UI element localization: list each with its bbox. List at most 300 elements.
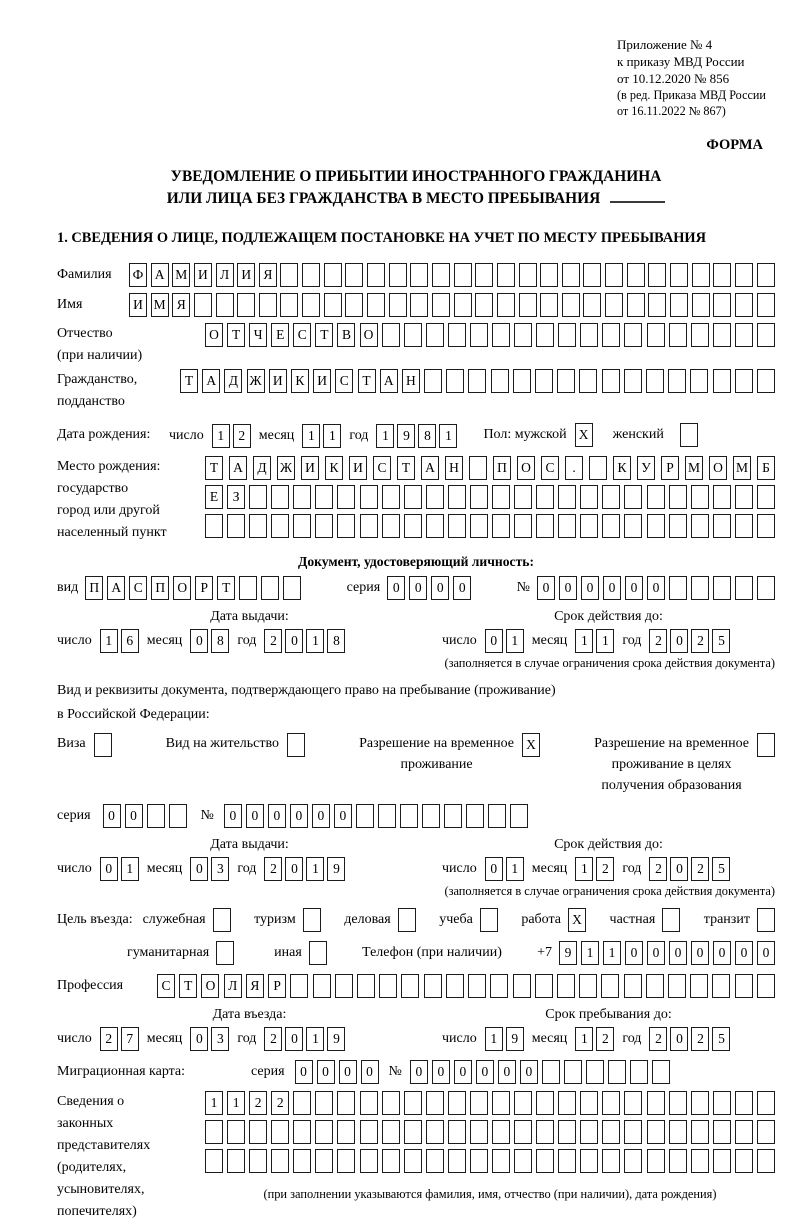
char-cell[interactable]: П bbox=[151, 576, 169, 600]
char-cell[interactable]: И bbox=[349, 456, 367, 480]
char-cell[interactable] bbox=[536, 485, 554, 509]
char-cell[interactable] bbox=[422, 804, 440, 828]
char-cell[interactable] bbox=[691, 1120, 709, 1144]
char-cell[interactable] bbox=[454, 263, 472, 287]
char-cell[interactable] bbox=[239, 576, 257, 600]
char-cell[interactable] bbox=[293, 485, 311, 509]
char-cell[interactable] bbox=[432, 293, 450, 317]
char-cell[interactable]: 0 bbox=[647, 576, 665, 600]
char-cell[interactable]: К bbox=[291, 369, 309, 393]
char-cell[interactable] bbox=[404, 1149, 422, 1173]
char-cell[interactable]: С bbox=[129, 576, 147, 600]
char-cell[interactable] bbox=[583, 263, 601, 287]
char-cell[interactable]: О bbox=[201, 974, 219, 998]
char-cell[interactable] bbox=[360, 514, 378, 538]
month-cell[interactable]: 0 bbox=[190, 629, 208, 653]
char-cell[interactable] bbox=[713, 485, 731, 509]
char-cell[interactable] bbox=[337, 1149, 355, 1173]
char-cell[interactable] bbox=[205, 1120, 223, 1144]
char-cell[interactable]: А bbox=[151, 263, 169, 287]
char-cell[interactable] bbox=[669, 323, 687, 347]
char-cell[interactable] bbox=[536, 1149, 554, 1173]
char-cell[interactable] bbox=[692, 293, 710, 317]
year-cell[interactable]: 9 bbox=[327, 857, 345, 881]
day-cell[interactable]: 1 bbox=[485, 1027, 503, 1051]
day-cell[interactable]: 6 bbox=[121, 629, 139, 653]
purpose-checkbox[interactable] bbox=[213, 908, 231, 932]
char-cell[interactable]: 0 bbox=[647, 941, 665, 965]
char-cell[interactable]: 0 bbox=[103, 804, 121, 828]
char-cell[interactable] bbox=[497, 293, 515, 317]
purpose-checkbox[interactable] bbox=[309, 941, 327, 965]
char-cell[interactable] bbox=[382, 485, 400, 509]
char-cell[interactable] bbox=[735, 1120, 753, 1144]
char-cell[interactable] bbox=[735, 576, 753, 600]
month-cell[interactable]: 0 bbox=[190, 857, 208, 881]
char-cell[interactable]: М bbox=[733, 456, 751, 480]
char-cell[interactable]: 0 bbox=[432, 1060, 450, 1084]
year-cell[interactable]: 5 bbox=[712, 1027, 730, 1051]
day-cell[interactable]: 0 bbox=[100, 857, 118, 881]
char-cell[interactable] bbox=[535, 974, 553, 998]
char-cell[interactable] bbox=[536, 1120, 554, 1144]
char-cell[interactable] bbox=[382, 323, 400, 347]
char-cell[interactable] bbox=[624, 1120, 642, 1144]
char-cell[interactable] bbox=[448, 323, 466, 347]
char-cell[interactable] bbox=[280, 263, 298, 287]
char-cell[interactable] bbox=[564, 1060, 582, 1084]
char-cell[interactable]: 0 bbox=[476, 1060, 494, 1084]
char-cell[interactable] bbox=[448, 485, 466, 509]
char-cell[interactable] bbox=[668, 974, 686, 998]
year-cell[interactable]: 1 bbox=[306, 857, 324, 881]
char-cell[interactable]: Т bbox=[179, 974, 197, 998]
char-cell[interactable] bbox=[382, 1120, 400, 1144]
char-cell[interactable] bbox=[283, 576, 301, 600]
year-cell[interactable]: 0 bbox=[670, 857, 688, 881]
char-cell[interactable] bbox=[691, 323, 709, 347]
char-cell[interactable] bbox=[586, 1060, 604, 1084]
char-cell[interactable] bbox=[470, 514, 488, 538]
char-cell[interactable] bbox=[492, 1091, 510, 1115]
char-cell[interactable] bbox=[227, 514, 245, 538]
char-cell[interactable] bbox=[605, 293, 623, 317]
char-cell[interactable]: И bbox=[301, 456, 319, 480]
char-cell[interactable]: Н bbox=[445, 456, 463, 480]
char-cell[interactable] bbox=[404, 485, 422, 509]
day-cell[interactable]: 9 bbox=[506, 1027, 524, 1051]
year-cell[interactable]: 8 bbox=[327, 629, 345, 653]
char-cell[interactable] bbox=[627, 263, 645, 287]
char-cell[interactable] bbox=[216, 293, 234, 317]
char-cell[interactable] bbox=[713, 1091, 731, 1115]
char-cell[interactable] bbox=[558, 485, 576, 509]
year-cell[interactable]: 2 bbox=[264, 629, 282, 653]
char-cell[interactable] bbox=[735, 485, 753, 509]
char-cell[interactable] bbox=[470, 1149, 488, 1173]
char-cell[interactable] bbox=[470, 485, 488, 509]
char-cell[interactable]: О bbox=[517, 456, 535, 480]
char-cell[interactable] bbox=[470, 1091, 488, 1115]
char-cell[interactable] bbox=[691, 514, 709, 538]
char-cell[interactable]: 0 bbox=[334, 804, 352, 828]
purpose-checkbox[interactable]: X bbox=[568, 908, 586, 932]
char-cell[interactable] bbox=[237, 293, 255, 317]
char-cell[interactable]: Д bbox=[253, 456, 271, 480]
char-cell[interactable] bbox=[602, 369, 620, 393]
char-cell[interactable] bbox=[540, 293, 558, 317]
year-cell[interactable]: 9 bbox=[397, 424, 415, 448]
char-cell[interactable] bbox=[757, 323, 775, 347]
char-cell[interactable] bbox=[558, 1091, 576, 1115]
char-cell[interactable]: Н bbox=[402, 369, 420, 393]
char-cell[interactable]: 0 bbox=[691, 941, 709, 965]
char-cell[interactable] bbox=[345, 263, 363, 287]
char-cell[interactable] bbox=[315, 1120, 333, 1144]
checkbox-cell[interactable] bbox=[680, 423, 698, 447]
char-cell[interactable] bbox=[475, 263, 493, 287]
char-cell[interactable] bbox=[382, 1091, 400, 1115]
char-cell[interactable] bbox=[580, 323, 598, 347]
char-cell[interactable] bbox=[519, 293, 537, 317]
purpose-checkbox[interactable] bbox=[398, 908, 416, 932]
char-cell[interactable]: Ф bbox=[129, 263, 147, 287]
char-cell[interactable] bbox=[249, 1120, 267, 1144]
char-cell[interactable] bbox=[557, 974, 575, 998]
char-cell[interactable] bbox=[712, 974, 730, 998]
char-cell[interactable] bbox=[432, 263, 450, 287]
char-cell[interactable]: Я bbox=[246, 974, 264, 998]
char-cell[interactable] bbox=[580, 1091, 598, 1115]
char-cell[interactable] bbox=[757, 263, 775, 287]
year-cell[interactable]: 1 bbox=[306, 1027, 324, 1051]
char-cell[interactable] bbox=[757, 1149, 775, 1173]
char-cell[interactable]: Е bbox=[271, 323, 289, 347]
char-cell[interactable] bbox=[514, 1149, 532, 1173]
char-cell[interactable] bbox=[602, 1149, 620, 1173]
char-cell[interactable] bbox=[557, 369, 575, 393]
char-cell[interactable] bbox=[315, 514, 333, 538]
char-cell[interactable] bbox=[446, 369, 464, 393]
year-cell[interactable]: 0 bbox=[670, 629, 688, 653]
char-cell[interactable] bbox=[400, 804, 418, 828]
char-cell[interactable]: Т bbox=[358, 369, 376, 393]
char-cell[interactable] bbox=[249, 514, 267, 538]
char-cell[interactable] bbox=[670, 293, 688, 317]
char-cell[interactable] bbox=[389, 293, 407, 317]
char-cell[interactable]: З bbox=[227, 485, 245, 509]
char-cell[interactable] bbox=[647, 1120, 665, 1144]
char-cell[interactable] bbox=[360, 1120, 378, 1144]
day-cell[interactable]: 0 bbox=[485, 857, 503, 881]
char-cell[interactable] bbox=[424, 369, 442, 393]
char-cell[interactable] bbox=[367, 263, 385, 287]
char-cell[interactable] bbox=[669, 485, 687, 509]
char-cell[interactable] bbox=[735, 1091, 753, 1115]
char-cell[interactable]: 2 bbox=[271, 1091, 289, 1115]
char-cell[interactable] bbox=[735, 293, 753, 317]
char-cell[interactable]: 2 bbox=[249, 1091, 267, 1115]
char-cell[interactable] bbox=[602, 485, 620, 509]
char-cell[interactable] bbox=[735, 1149, 753, 1173]
char-cell[interactable] bbox=[648, 293, 666, 317]
char-cell[interactable] bbox=[315, 485, 333, 509]
char-cell[interactable] bbox=[426, 514, 444, 538]
char-cell[interactable] bbox=[735, 263, 753, 287]
char-cell[interactable]: 0 bbox=[453, 576, 471, 600]
month-cell[interactable]: 1 bbox=[575, 629, 593, 653]
char-cell[interactable] bbox=[562, 263, 580, 287]
char-cell[interactable] bbox=[583, 293, 601, 317]
char-cell[interactable] bbox=[492, 323, 510, 347]
char-cell[interactable] bbox=[324, 293, 342, 317]
char-cell[interactable] bbox=[293, 514, 311, 538]
char-cell[interactable] bbox=[579, 369, 597, 393]
char-cell[interactable] bbox=[536, 514, 554, 538]
month-cell[interactable]: 8 bbox=[211, 629, 229, 653]
month-cell[interactable]: 3 bbox=[211, 857, 229, 881]
char-cell[interactable] bbox=[382, 514, 400, 538]
char-cell[interactable] bbox=[589, 456, 607, 480]
char-cell[interactable]: Ж bbox=[277, 456, 295, 480]
char-cell[interactable] bbox=[624, 485, 642, 509]
char-cell[interactable] bbox=[668, 369, 686, 393]
char-cell[interactable] bbox=[378, 804, 396, 828]
checkbox-cell[interactable] bbox=[287, 733, 305, 757]
char-cell[interactable]: Т bbox=[205, 456, 223, 480]
char-cell[interactable]: 0 bbox=[498, 1060, 516, 1084]
char-cell[interactable] bbox=[259, 293, 277, 317]
char-cell[interactable] bbox=[490, 974, 508, 998]
char-cell[interactable] bbox=[313, 974, 331, 998]
char-cell[interactable] bbox=[227, 1149, 245, 1173]
char-cell[interactable] bbox=[624, 323, 642, 347]
char-cell[interactable]: А bbox=[421, 456, 439, 480]
char-cell[interactable] bbox=[360, 1149, 378, 1173]
char-cell[interactable]: 0 bbox=[125, 804, 143, 828]
char-cell[interactable] bbox=[337, 485, 355, 509]
char-cell[interactable]: 0 bbox=[317, 1060, 335, 1084]
char-cell[interactable] bbox=[426, 1149, 444, 1173]
char-cell[interactable] bbox=[492, 514, 510, 538]
char-cell[interactable] bbox=[580, 514, 598, 538]
year-cell[interactable]: 2 bbox=[691, 629, 709, 653]
char-cell[interactable]: Я bbox=[259, 263, 277, 287]
month-cell[interactable]: 1 bbox=[575, 857, 593, 881]
char-cell[interactable]: Т bbox=[397, 456, 415, 480]
char-cell[interactable]: М bbox=[151, 293, 169, 317]
char-cell[interactable] bbox=[669, 514, 687, 538]
char-cell[interactable]: 0 bbox=[454, 1060, 472, 1084]
year-cell[interactable]: 2 bbox=[691, 857, 709, 881]
char-cell[interactable]: С bbox=[157, 974, 175, 998]
char-cell[interactable]: 0 bbox=[224, 804, 242, 828]
char-cell[interactable] bbox=[147, 804, 165, 828]
char-cell[interactable]: 0 bbox=[559, 576, 577, 600]
year-cell[interactable]: 5 bbox=[712, 857, 730, 881]
char-cell[interactable]: Т bbox=[180, 369, 198, 393]
checkbox-cell[interactable] bbox=[757, 733, 775, 757]
char-cell[interactable] bbox=[757, 974, 775, 998]
char-cell[interactable] bbox=[444, 804, 462, 828]
char-cell[interactable] bbox=[468, 974, 486, 998]
month-cell[interactable]: 3 bbox=[211, 1027, 229, 1051]
char-cell[interactable] bbox=[324, 263, 342, 287]
day-cell[interactable]: 1 bbox=[121, 857, 139, 881]
char-cell[interactable] bbox=[536, 323, 554, 347]
char-cell[interactable] bbox=[647, 323, 665, 347]
char-cell[interactable] bbox=[448, 514, 466, 538]
char-cell[interactable] bbox=[426, 1091, 444, 1115]
char-cell[interactable] bbox=[691, 1091, 709, 1115]
char-cell[interactable]: 0 bbox=[431, 576, 449, 600]
char-cell[interactable] bbox=[169, 804, 187, 828]
char-cell[interactable] bbox=[360, 1091, 378, 1115]
char-cell[interactable] bbox=[602, 514, 620, 538]
char-cell[interactable] bbox=[404, 1091, 422, 1115]
char-cell[interactable] bbox=[713, 514, 731, 538]
char-cell[interactable] bbox=[580, 1120, 598, 1144]
char-cell[interactable] bbox=[535, 369, 553, 393]
char-cell[interactable] bbox=[692, 263, 710, 287]
purpose-checkbox[interactable] bbox=[757, 908, 775, 932]
char-cell[interactable] bbox=[579, 974, 597, 998]
char-cell[interactable]: И bbox=[237, 263, 255, 287]
char-cell[interactable] bbox=[624, 1091, 642, 1115]
char-cell[interactable]: 0 bbox=[520, 1060, 538, 1084]
char-cell[interactable] bbox=[630, 1060, 648, 1084]
char-cell[interactable] bbox=[448, 1091, 466, 1115]
char-cell[interactable]: 1 bbox=[581, 941, 599, 965]
month-cell[interactable]: 2 bbox=[596, 857, 614, 881]
char-cell[interactable]: А bbox=[202, 369, 220, 393]
char-cell[interactable] bbox=[469, 456, 487, 480]
char-cell[interactable] bbox=[624, 1149, 642, 1173]
char-cell[interactable] bbox=[646, 369, 664, 393]
year-cell[interactable]: 1 bbox=[376, 424, 394, 448]
char-cell[interactable] bbox=[337, 1091, 355, 1115]
year-cell[interactable]: 8 bbox=[418, 424, 436, 448]
char-cell[interactable] bbox=[624, 369, 642, 393]
char-cell[interactable] bbox=[404, 514, 422, 538]
char-cell[interactable] bbox=[510, 804, 528, 828]
char-cell[interactable] bbox=[249, 485, 267, 509]
char-cell[interactable]: 0 bbox=[603, 576, 621, 600]
char-cell[interactable] bbox=[757, 369, 775, 393]
year-cell[interactable]: 2 bbox=[649, 1027, 667, 1051]
char-cell[interactable]: 1 bbox=[205, 1091, 223, 1115]
char-cell[interactable]: К bbox=[613, 456, 631, 480]
char-cell[interactable] bbox=[315, 1091, 333, 1115]
char-cell[interactable]: О bbox=[173, 576, 191, 600]
char-cell[interactable] bbox=[648, 263, 666, 287]
char-cell[interactable] bbox=[558, 514, 576, 538]
char-cell[interactable] bbox=[735, 323, 753, 347]
char-cell[interactable] bbox=[475, 293, 493, 317]
char-cell[interactable] bbox=[410, 293, 428, 317]
char-cell[interactable] bbox=[580, 1149, 598, 1173]
char-cell[interactable]: Л bbox=[224, 974, 242, 998]
day-cell[interactable]: 7 bbox=[121, 1027, 139, 1051]
char-cell[interactable] bbox=[647, 485, 665, 509]
char-cell[interactable] bbox=[356, 804, 374, 828]
char-cell[interactable] bbox=[713, 1149, 731, 1173]
char-cell[interactable] bbox=[514, 1120, 532, 1144]
char-cell[interactable]: С bbox=[541, 456, 559, 480]
char-cell[interactable] bbox=[290, 974, 308, 998]
char-cell[interactable] bbox=[514, 485, 532, 509]
char-cell[interactable]: 0 bbox=[295, 1060, 313, 1084]
char-cell[interactable] bbox=[335, 974, 353, 998]
char-cell[interactable]: Д bbox=[224, 369, 242, 393]
day-cell[interactable]: 2 bbox=[233, 424, 251, 448]
char-cell[interactable] bbox=[337, 514, 355, 538]
char-cell[interactable] bbox=[558, 1149, 576, 1173]
char-cell[interactable]: 0 bbox=[387, 576, 405, 600]
char-cell[interactable] bbox=[562, 293, 580, 317]
char-cell[interactable] bbox=[757, 1091, 775, 1115]
char-cell[interactable]: 0 bbox=[757, 941, 775, 965]
char-cell[interactable] bbox=[446, 974, 464, 998]
year-cell[interactable]: 2 bbox=[649, 629, 667, 653]
month-cell[interactable]: 0 bbox=[190, 1027, 208, 1051]
char-cell[interactable]: Р bbox=[268, 974, 286, 998]
char-cell[interactable] bbox=[249, 1149, 267, 1173]
char-cell[interactable] bbox=[424, 974, 442, 998]
char-cell[interactable] bbox=[454, 293, 472, 317]
char-cell[interactable]: 0 bbox=[735, 941, 753, 965]
month-cell[interactable]: 1 bbox=[323, 424, 341, 448]
char-cell[interactable]: И bbox=[313, 369, 331, 393]
char-cell[interactable] bbox=[608, 1060, 626, 1084]
char-cell[interactable]: В bbox=[337, 323, 355, 347]
char-cell[interactable] bbox=[713, 576, 731, 600]
char-cell[interactable]: И bbox=[194, 263, 212, 287]
char-cell[interactable] bbox=[271, 1149, 289, 1173]
char-cell[interactable]: Б bbox=[757, 456, 775, 480]
char-cell[interactable] bbox=[691, 485, 709, 509]
char-cell[interactable] bbox=[602, 1120, 620, 1144]
char-cell[interactable]: У bbox=[637, 456, 655, 480]
char-cell[interactable] bbox=[357, 974, 375, 998]
char-cell[interactable]: П bbox=[493, 456, 511, 480]
char-cell[interactable]: Т bbox=[217, 576, 235, 600]
char-cell[interactable]: 0 bbox=[625, 941, 643, 965]
day-cell[interactable]: 1 bbox=[100, 629, 118, 653]
char-cell[interactable]: 9 bbox=[559, 941, 577, 965]
char-cell[interactable] bbox=[646, 974, 664, 998]
char-cell[interactable] bbox=[624, 514, 642, 538]
char-cell[interactable] bbox=[536, 1091, 554, 1115]
char-cell[interactable] bbox=[669, 1091, 687, 1115]
char-cell[interactable] bbox=[735, 974, 753, 998]
char-cell[interactable]: 1 bbox=[227, 1091, 245, 1115]
char-cell[interactable] bbox=[669, 576, 687, 600]
year-cell[interactable]: 2 bbox=[264, 857, 282, 881]
char-cell[interactable] bbox=[492, 1149, 510, 1173]
year-cell[interactable]: 9 bbox=[327, 1027, 345, 1051]
char-cell[interactable]: 0 bbox=[669, 941, 687, 965]
char-cell[interactable] bbox=[558, 323, 576, 347]
checkbox-cell[interactable]: X bbox=[575, 423, 593, 447]
char-cell[interactable] bbox=[519, 263, 537, 287]
char-cell[interactable] bbox=[227, 1120, 245, 1144]
char-cell[interactable]: 1 bbox=[603, 941, 621, 965]
char-cell[interactable] bbox=[647, 1149, 665, 1173]
char-cell[interactable] bbox=[404, 1120, 422, 1144]
char-cell[interactable] bbox=[713, 293, 731, 317]
checkbox-cell[interactable]: X bbox=[522, 733, 540, 757]
